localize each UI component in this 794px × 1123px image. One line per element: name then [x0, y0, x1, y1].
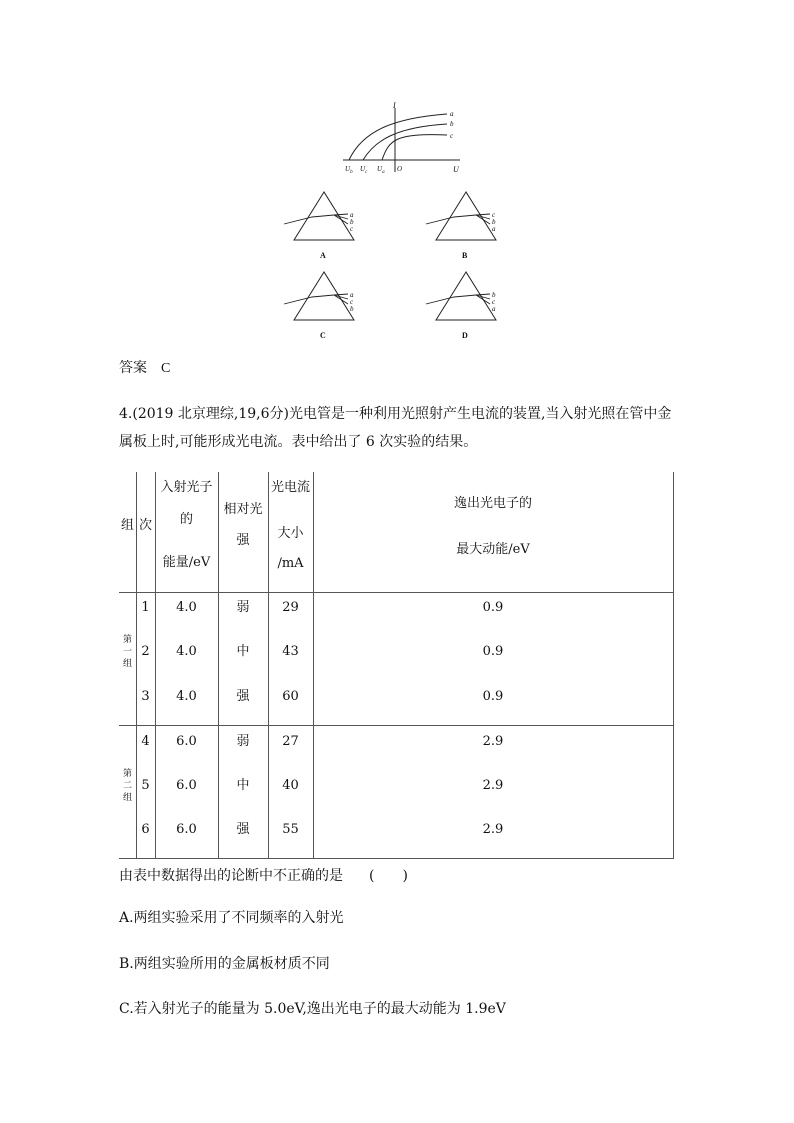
row-index: 3 — [141, 689, 150, 704]
row-current: 27 — [282, 734, 299, 749]
row-kinetic: 0.9 — [482, 600, 504, 615]
row-current: 55 — [282, 822, 299, 837]
row-energy: 6.0 — [176, 734, 197, 749]
prism-c-ray-3: b — [350, 305, 354, 313]
prompt-line — [119, 866, 408, 886]
tick-label-uc: $U_c$ — [360, 165, 368, 175]
prism-a — [282, 188, 372, 260]
origin-label: O — [397, 165, 403, 173]
group-1-label: 第 一 组 — [122, 635, 132, 669]
prism-d-ray-2: c — [492, 298, 496, 306]
prism-c-ray-2: c — [350, 298, 354, 306]
question-line-1: 4.(2019 北京理综,19,6分)光电管是一种利用光照射产生电流的装置,当入射光照在管中金 — [119, 406, 672, 422]
row-current: 60 — [282, 689, 299, 704]
prism-b-ray-3: a — [492, 225, 496, 233]
row-intensity: 强 — [236, 822, 250, 837]
row-intensity: 强 — [236, 689, 250, 704]
prism-a-label: A — [320, 251, 326, 260]
tick-label-ua: $U_a$ — [377, 165, 385, 175]
header-kinetic-2: 最大动能/eV — [456, 542, 530, 557]
prism-b-ray-1: c — [492, 211, 496, 219]
prism-c-ray-1: a — [350, 291, 354, 299]
row-intensity: 中 — [236, 778, 250, 793]
prism-a-ray-2: b — [350, 218, 354, 226]
header-energy-2: 的 — [179, 512, 193, 527]
row-energy: 4.0 — [176, 644, 197, 659]
results-table — [119, 472, 674, 859]
curve-label-a: a — [450, 110, 454, 118]
row-kinetic: 2.9 — [482, 734, 504, 749]
row-current: 29 — [282, 600, 299, 615]
header-intensity-2: 强 — [236, 533, 250, 548]
axis-label-i: I — [393, 101, 396, 110]
header-current-2: 大小 — [277, 526, 304, 541]
header-current-3: /mA — [277, 556, 304, 571]
prism-d — [424, 268, 514, 340]
curve-label-c: c — [450, 132, 454, 140]
header-index: 次 — [138, 518, 152, 533]
prism-c — [282, 268, 372, 340]
prompt-text: 由表中数据得出的论断中不正确的是 — [119, 868, 343, 884]
option-c: C.若入射光子的能量为 5.0eV,逸出光电子的最大动能为 1.9eV — [119, 1001, 506, 1017]
axis-label-u: U — [453, 165, 459, 174]
option-a: A.两组实验采用了不同频率的入射光 — [119, 910, 344, 926]
header-current-1: 光电流 — [270, 480, 310, 495]
prism-a-ray-3: c — [350, 225, 354, 233]
answer-label: 答案 — [119, 360, 147, 376]
group-2-label: 第 二 组 — [122, 769, 132, 803]
row-intensity: 弱 — [236, 600, 250, 615]
prism-d-ray-1: b — [492, 291, 496, 299]
row-energy: 6.0 — [176, 822, 197, 837]
row-index: 1 — [141, 600, 150, 615]
row-current: 40 — [282, 778, 299, 793]
prism-a-ray-1: a — [350, 211, 354, 219]
row-index: 2 — [141, 644, 150, 659]
iu-graph — [335, 100, 470, 178]
prism-d-ray-3: a — [492, 305, 496, 313]
answer-blank: ( ) — [369, 868, 408, 884]
row-energy: 6.0 — [176, 778, 197, 793]
prism-c-label: C — [320, 331, 326, 340]
tick-label-ub: $U_b$ — [345, 165, 353, 175]
row-kinetic: 2.9 — [482, 778, 504, 793]
row-energy: 4.0 — [176, 689, 197, 704]
answer-line — [119, 358, 170, 379]
option-b: B.两组实验所用的金属板材质不同 — [119, 956, 330, 972]
row-intensity: 弱 — [236, 734, 250, 749]
row-index: 5 — [141, 778, 150, 793]
row-intensity: 中 — [236, 644, 250, 659]
prism-d-label: D — [462, 331, 468, 340]
row-kinetic: 2.9 — [482, 822, 504, 837]
row-energy: 4.0 — [176, 600, 197, 615]
answer-value: C — [161, 361, 171, 376]
header-kinetic-1: 逸出光电子的 — [453, 496, 532, 511]
row-index: 4 — [141, 734, 150, 749]
row-index: 6 — [141, 822, 150, 837]
curve-label-b: b — [450, 120, 454, 128]
prism-b-label: B — [462, 251, 468, 260]
question-line-2: 属板上时,可能形成光电流。表中给出了 6 次实验的结果。 — [119, 434, 478, 450]
header-intensity-1: 相对光 — [223, 502, 263, 517]
header-group: 组 — [120, 518, 134, 533]
row-current: 43 — [282, 644, 299, 659]
prism-b — [424, 188, 514, 260]
row-kinetic: 0.9 — [482, 689, 504, 704]
prism-b-ray-2: b — [492, 218, 496, 226]
header-energy-1: 入射光子 — [160, 480, 213, 495]
header-energy-3: 能量/eV — [162, 555, 211, 570]
row-kinetic: 0.9 — [482, 644, 504, 659]
